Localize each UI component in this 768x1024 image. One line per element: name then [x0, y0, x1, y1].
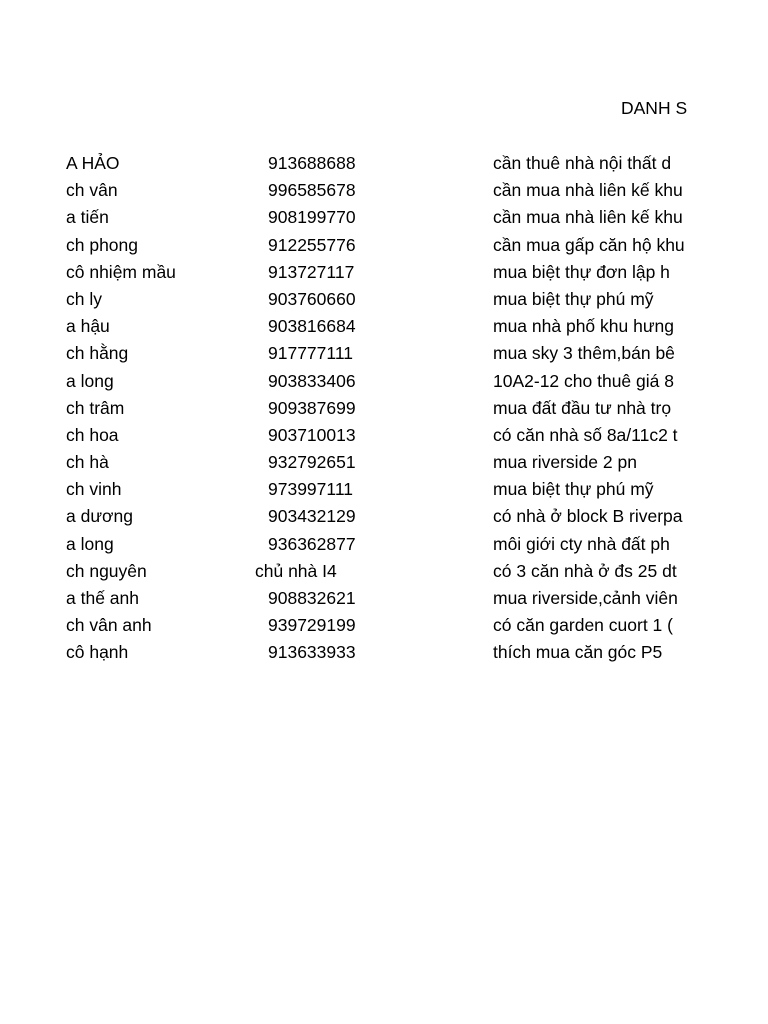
note-cell: có căn garden cuort 1 (	[493, 615, 673, 636]
phone-cell: 996585678	[268, 180, 356, 201]
note-cell: cần mua gấp căn hộ khu	[493, 234, 685, 255]
name-cell: ch vân anh	[66, 615, 152, 636]
name-cell: a tiến	[66, 207, 109, 228]
table-row	[0, 177, 768, 204]
name-cell: ch vân	[66, 180, 118, 201]
table-row	[0, 286, 768, 313]
phone-cell: 903816684	[268, 316, 356, 337]
phone-cell: 936362877	[268, 533, 356, 554]
phone-cell: 903833406	[268, 370, 356, 391]
phone-cell: 913727117	[268, 261, 355, 282]
name-cell: A HẢO	[66, 153, 120, 173]
table-row	[0, 639, 768, 666]
table-row	[0, 476, 768, 503]
contact-table	[0, 150, 768, 667]
phone-cell: 913633933	[268, 642, 356, 663]
note-cell: mua biệt thự phú mỹ	[493, 479, 654, 500]
phone-cell: 903760660	[268, 288, 356, 309]
phone-cell: chủ nhà I4	[255, 560, 337, 581]
note-cell: có căn nhà số 8a/11c2 t	[493, 424, 678, 445]
note-cell: mua đất đầu tư nhà trọ	[493, 397, 672, 418]
table-row	[0, 449, 768, 476]
note-cell: mua riverside 2 pn	[493, 452, 637, 473]
table-row	[0, 585, 768, 612]
phone-cell: 932792651	[268, 452, 356, 473]
note-cell: cần mua nhà liên kế khu	[493, 180, 683, 201]
sheet-title: DANH S	[621, 98, 688, 118]
table-row	[0, 422, 768, 449]
phone-cell: 913688688	[268, 153, 356, 173]
name-cell: ch phong	[66, 234, 139, 255]
table-row	[0, 612, 768, 639]
name-cell: ch vinh	[66, 479, 122, 500]
name-cell: ch trâm	[66, 397, 125, 418]
phone-cell: 908832621	[268, 588, 356, 608]
table-row	[0, 313, 768, 340]
table-row	[0, 368, 768, 395]
note-cell: có nhà ở block B riverpa	[493, 506, 683, 527]
phone-cell: 903432129	[268, 506, 356, 527]
note-cell: mua biệt thự phú mỹ	[493, 288, 654, 309]
name-cell: ch hà	[66, 452, 109, 473]
table-row	[0, 531, 768, 558]
name-cell: a dương	[66, 506, 133, 527]
note-cell: 10A2-12 cho thuê giá 8	[493, 370, 674, 391]
table-row	[0, 395, 768, 422]
note-cell: mua biệt thự đơn lập h	[493, 261, 670, 282]
table-row	[0, 503, 768, 530]
note-cell: mua sky 3 thêm,bán bê	[493, 343, 675, 364]
table-row	[0, 150, 768, 177]
phone-cell: 939729199	[268, 615, 356, 636]
note-cell: cần mua nhà liên kế khu	[493, 207, 683, 228]
name-cell: ch nguyên	[66, 560, 147, 581]
note-cell: môi giới cty nhà đất ph	[493, 533, 670, 554]
table-row	[0, 204, 768, 231]
name-cell: ch ly	[66, 288, 102, 309]
phone-cell: 909387699	[268, 397, 356, 418]
phone-cell: 908199770	[268, 207, 356, 228]
note-cell: mua nhà phố khu hưng	[493, 316, 675, 337]
note-cell: có 3 căn nhà ở đs 25 dt	[493, 560, 677, 581]
name-cell: a hậu	[66, 316, 110, 337]
name-cell: ch hằng	[66, 343, 129, 364]
name-cell: a long	[66, 533, 114, 554]
phone-cell: 917777111	[268, 343, 353, 364]
name-cell: cô hạnh	[66, 642, 129, 663]
table-row	[0, 232, 768, 259]
note-cell: cần thuê nhà nội thất d	[493, 153, 672, 173]
note-cell: thích mua căn góc P5	[493, 642, 663, 663]
table-row	[0, 558, 768, 585]
name-cell: cô nhiệm mầu	[66, 261, 176, 282]
name-cell: a thế anh	[66, 588, 139, 608]
name-cell: a long	[66, 370, 114, 391]
table-row	[0, 259, 768, 286]
table-row	[0, 340, 768, 367]
phone-cell: 903710013	[268, 424, 356, 445]
name-cell: ch hoa	[66, 424, 119, 445]
phone-cell: 973997111	[268, 479, 353, 500]
note-cell: mua riverside,cảnh viên	[493, 588, 678, 608]
phone-cell: 912255776	[268, 234, 356, 255]
